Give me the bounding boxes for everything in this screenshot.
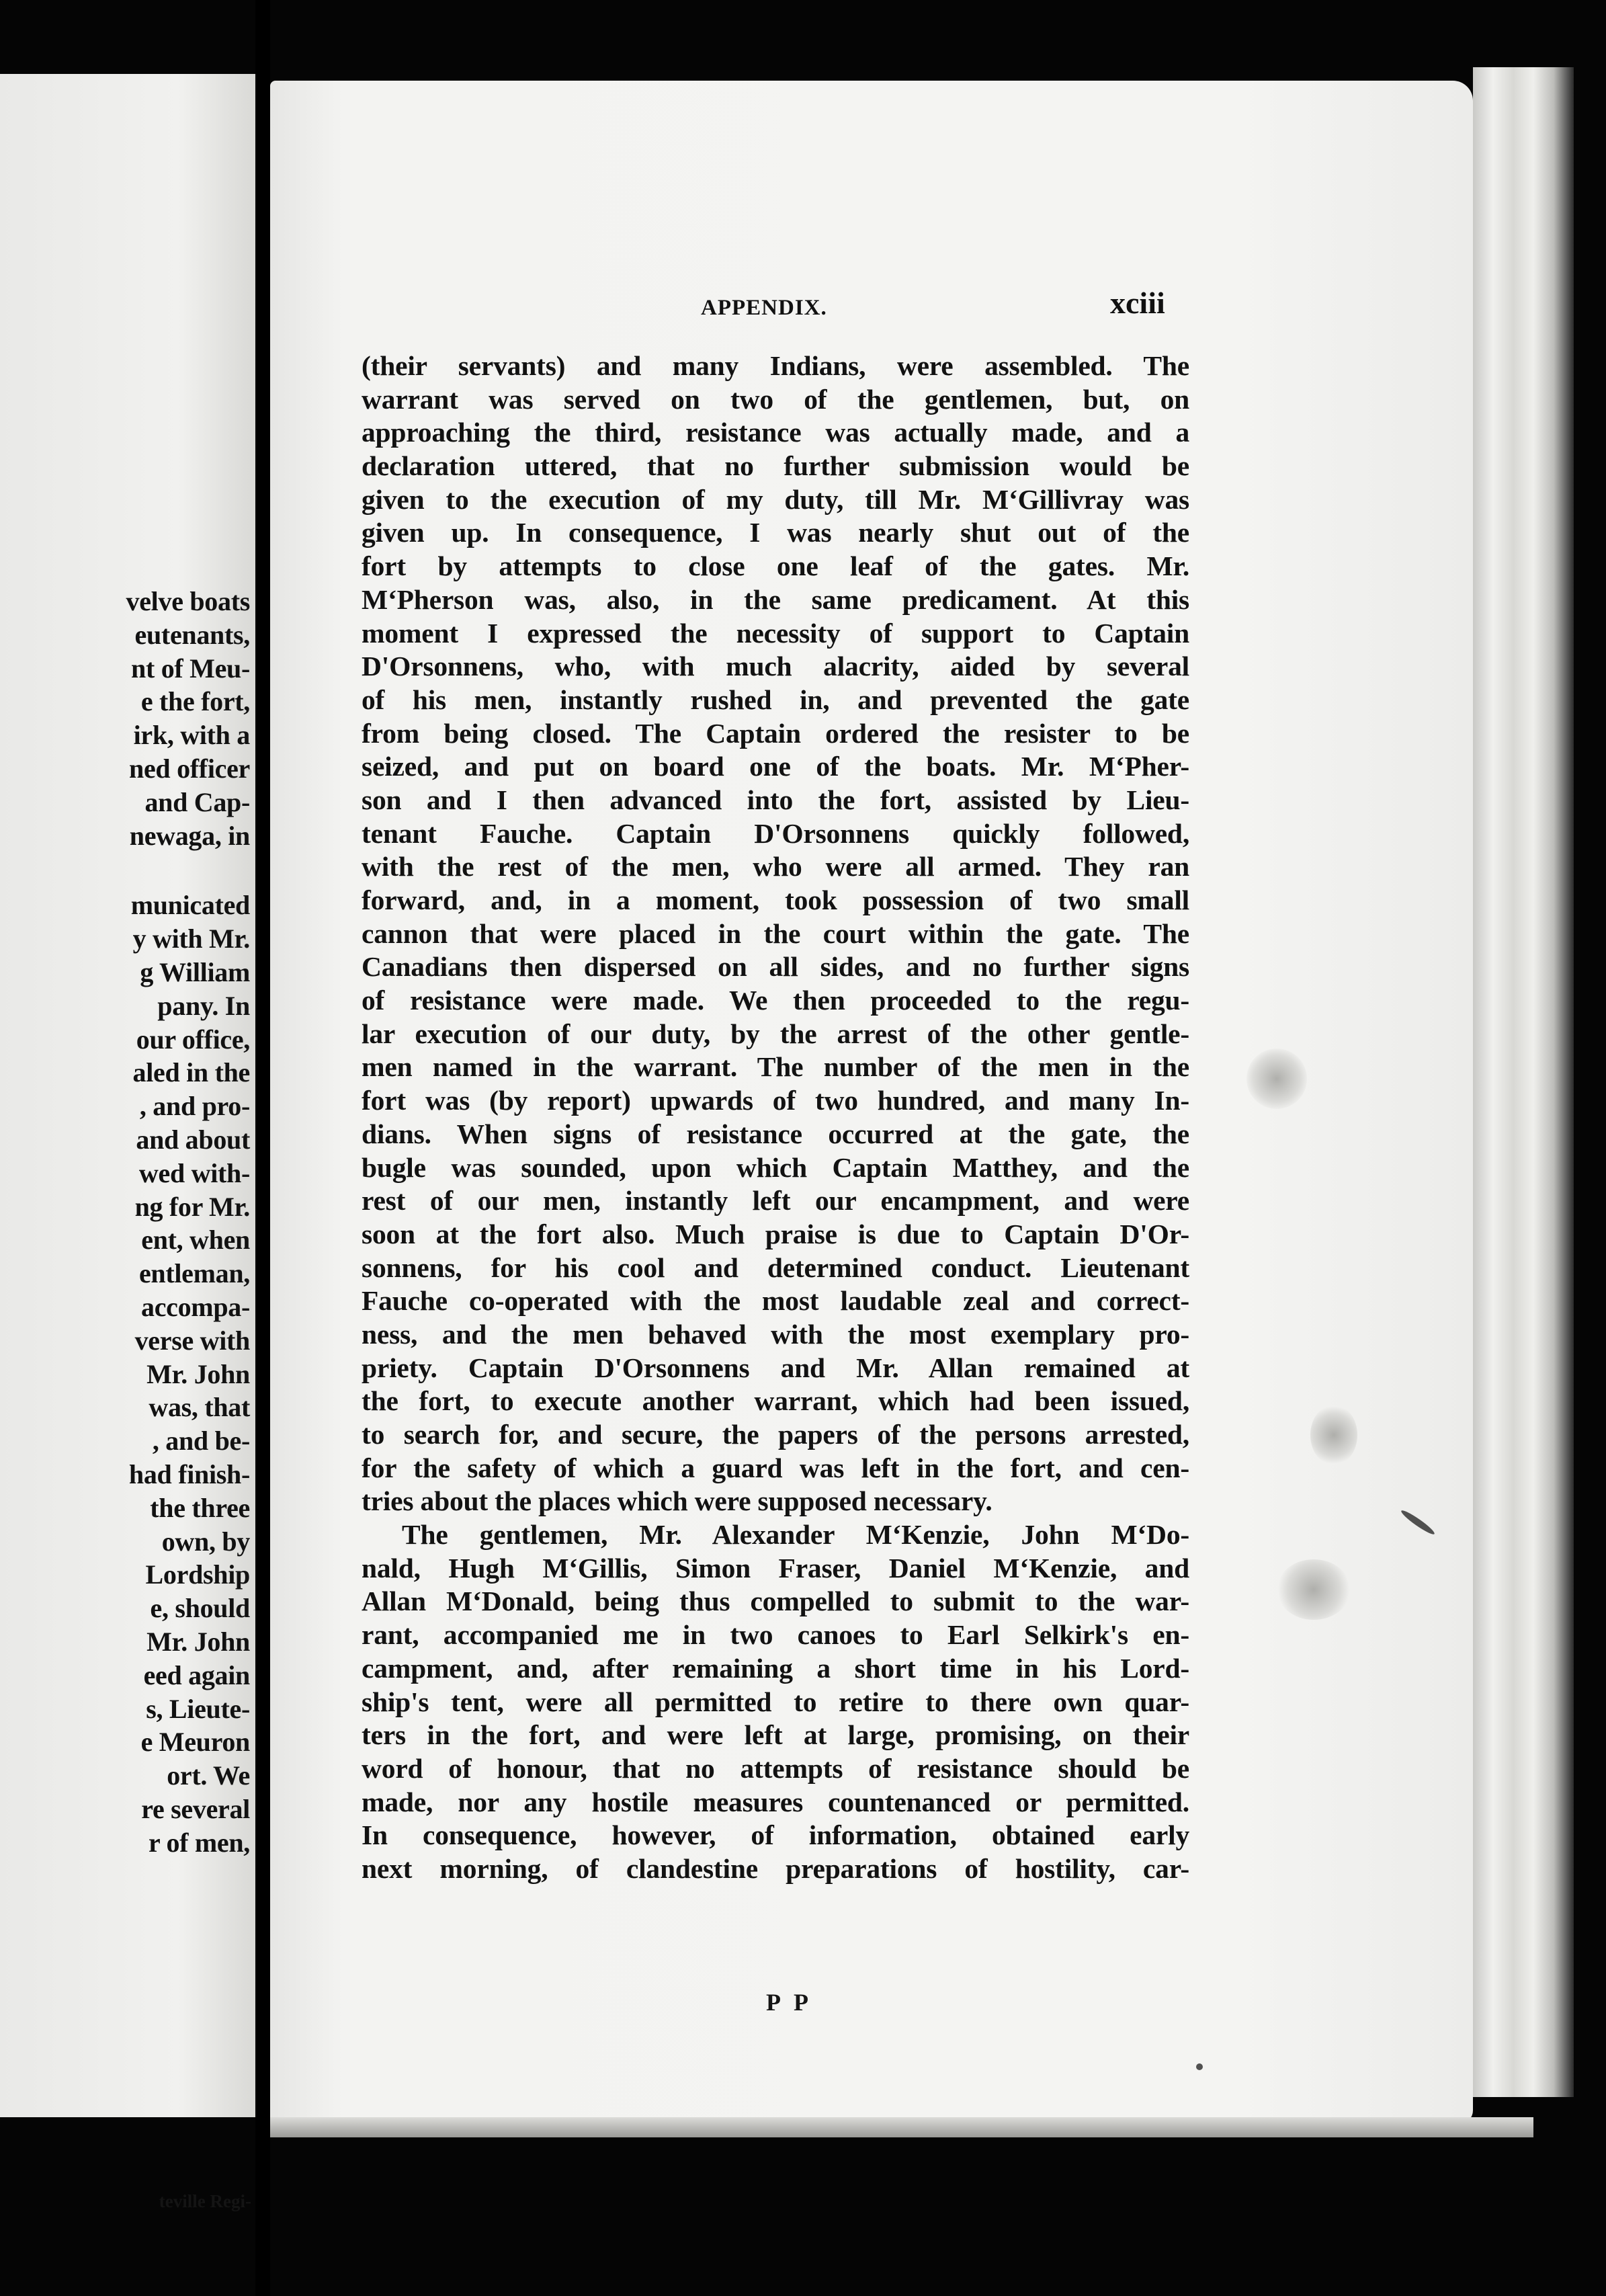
paper-stain — [1310, 1405, 1357, 1465]
body-line: In consequence, however, of information, obtained early — [362, 1819, 1189, 1851]
body-line: word of honour, that no attempts of resistance should be — [362, 1752, 1189, 1784]
body-line: seized, and put on board one of the boats. Mr. M‘Pher- — [362, 751, 1189, 782]
body-line: with the rest of the men, who were all armed. They ran — [362, 851, 1189, 883]
body-line: Canadians then dispersed on all sides, and no further signs — [362, 951, 1189, 983]
left-line: r of men, — [149, 1827, 250, 1858]
body-line: ness, and the men behaved with the most exemplary pro- — [362, 1318, 1189, 1350]
left-line: newaga, in — [129, 820, 250, 851]
left-page-footnote: teville Regi- — [159, 2191, 251, 2211]
left-line: e Meuron — [140, 1727, 250, 1758]
body-line: ters in the fort, and were left at large, promising, on their — [362, 1719, 1189, 1751]
body-line: nald, Hugh M‘Gillis, Simon Fraser, Daniel M‘Kenzie, and — [362, 1552, 1189, 1584]
body-line: dians. When signs of resistance occurred at the gate, the — [362, 1118, 1189, 1149]
left-line: nt of Meu- — [131, 653, 250, 684]
body-line: (their servants) and many Indians, were assembled. The — [362, 350, 1189, 381]
body-line: lar execution of our duty, by the arrest of the other gentle- — [362, 1018, 1189, 1049]
left-line: velve boats — [126, 586, 250, 616]
left-line: e, should — [150, 1593, 250, 1624]
body-line: D'Orsonnens, who, with much alacrity, aided by several — [362, 651, 1189, 682]
left-line: e the fort, — [140, 686, 250, 717]
body-line: ship's tent, were all permitted to retire to there own quar- — [362, 1686, 1189, 1717]
body-line: of his men, instantly rushed in, and prevented the gate — [362, 684, 1189, 715]
printer-signature-mark: P P — [766, 1989, 812, 2016]
left-line: pany. In — [157, 990, 250, 1021]
left-line: Lordship — [145, 1559, 250, 1590]
body-line: of resistance were made. We then proceeded to the regu- — [362, 985, 1189, 1016]
left-line: accompa- — [141, 1291, 250, 1322]
left-line: our office, — [136, 1024, 250, 1055]
body-line: made, nor any hostile measures countenanced or permitted. — [362, 1786, 1189, 1817]
left-line: municated — [130, 890, 250, 921]
left-line: entleman, — [138, 1258, 250, 1289]
body-line: son and I then advanced into the fort, assisted by Lieu- — [362, 784, 1189, 815]
body-line: warrant was served on two of the gentlemen, but, on — [362, 383, 1189, 415]
body-line: The gentlemen, Mr. Alexander M‘Kenzie, John M‘Do- — [402, 1519, 1189, 1551]
left-line: own, by — [161, 1526, 250, 1557]
ink-dot — [1196, 2063, 1203, 2070]
body-line: fort was (by report) upwards of two hundred, and many In- — [362, 1085, 1189, 1116]
left-line: irk, with a — [133, 720, 250, 751]
left-line: ort. We — [167, 1760, 250, 1791]
body-line: rant, accompanied me in two canoes to Earl Selkirk's en- — [362, 1619, 1189, 1651]
left-line: , and be- — [152, 1426, 250, 1457]
left-line: wed with- — [138, 1157, 250, 1188]
left-line: ng for Mr. — [134, 1191, 250, 1222]
body-line: to search for, and secure, the papers of the persons arrested, — [362, 1419, 1189, 1450]
left-page-text — [0, 585, 250, 1859]
body-line: tries about the places which were supposed necessary. — [362, 1485, 992, 1517]
body-line: bugle was sounded, upon which Captain Matthey, and the — [362, 1151, 1189, 1183]
page-number: xciii — [1110, 286, 1165, 320]
left-line: re several — [141, 1793, 250, 1824]
left-line: Mr. John — [146, 1626, 250, 1657]
body-line: next morning, of clandestine preparations of hostility, car- — [362, 1852, 1189, 1884]
body-line: fort by attempts to close one leaf of the gates. Mr. — [362, 550, 1189, 582]
body-line: priety. Captain D'Orsonnens and Mr. Allan remained at — [362, 1352, 1189, 1383]
left-line: and about — [136, 1124, 250, 1155]
left-line: ent, when — [141, 1225, 250, 1256]
body-line: men named in the warrant. The number of the men in the — [362, 1051, 1189, 1083]
body-line: Fauche co-operated with the most laudable zeal and correct- — [362, 1285, 1189, 1317]
body-line: M‘Pherson was, also, in the same predicament. At this — [362, 583, 1189, 615]
body-line: campment, and, after remaining a short time in his Lord- — [362, 1652, 1189, 1684]
paper-stain — [1277, 1559, 1351, 1620]
left-facing-page — [0, 74, 255, 2117]
left-line: eed again — [143, 1659, 250, 1690]
left-line: Mr. John — [146, 1358, 250, 1389]
left-line: g William — [140, 956, 250, 987]
page-stack-edge — [1473, 67, 1574, 2097]
left-line: and Cap- — [144, 786, 250, 817]
body-line: forward, and, in a moment, took possession of two small — [362, 885, 1189, 915]
body-line: given up. In consequence, I was nearly shut out of the — [362, 517, 1189, 548]
left-line: ned officer — [129, 753, 250, 784]
paper-stain — [1246, 1049, 1307, 1109]
left-line: verse with — [134, 1325, 250, 1356]
book-gutter — [255, 0, 270, 2296]
page-body-text — [362, 350, 1189, 1886]
body-line: declaration uttered, that no further submission would be — [362, 450, 1189, 482]
body-line: the fort, to execute another warrant, which had been issued, — [362, 1385, 1189, 1417]
body-line: soon at the fort also. Much praise is due to Captain D'Or- — [362, 1218, 1189, 1249]
left-line: eutenants, — [134, 619, 250, 650]
left-line: y with Mr. — [132, 924, 250, 954]
body-line: cannon that were placed in the court within the gate. The — [362, 917, 1189, 949]
body-line: sonnens, for his cool and determined conduct. Lieutenant — [362, 1252, 1189, 1283]
left-line: was, that — [149, 1392, 250, 1423]
body-line: rest of our men, instantly left our encampment, and were — [362, 1185, 1189, 1217]
body-line: moment I expressed the necessity of support to Captain — [362, 617, 1189, 649]
left-line: aled in the — [132, 1057, 250, 1088]
body-line: for the safety of which a guard was left in the fort, and cen- — [362, 1452, 1189, 1483]
body-line: given to the execution of my duty, till Mr. M‘Gillivray was — [362, 483, 1189, 515]
body-line: Allan M‘Donald, being thus compelled to submit to the war- — [362, 1586, 1189, 1617]
left-line: s, Lieute- — [146, 1693, 250, 1724]
left-line: had finish- — [128, 1459, 250, 1489]
left-line — [0, 852, 250, 889]
left-line: the three — [150, 1492, 250, 1523]
body-line: from being closed. The Captain ordered the resister to be — [362, 717, 1189, 749]
left-line: , and pro- — [139, 1091, 250, 1122]
page-bottom-edge — [270, 2117, 1533, 2137]
body-line: approaching the third, resistance was actually made, and a — [362, 417, 1189, 448]
running-head: APPENDIX. — [701, 296, 827, 320]
body-line: tenant Fauche. Captain D'Orsonnens quickly followed, — [362, 817, 1189, 849]
